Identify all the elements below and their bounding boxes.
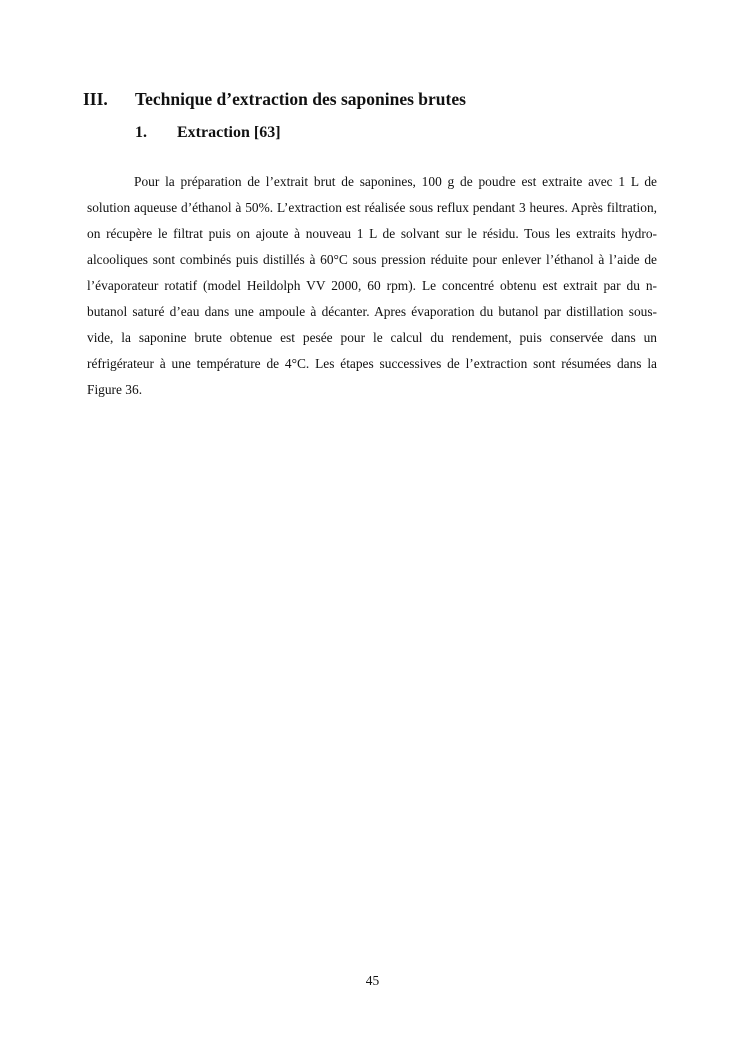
subsection-heading bbox=[135, 124, 281, 142]
section-number: III. bbox=[83, 89, 108, 109]
page-number: 45 bbox=[365, 973, 380, 988]
subsection-number: 1. bbox=[135, 124, 147, 141]
body-paragraph: Pour la préparation de l’extrait brut de saponines, 100 g de poudre est extraite avec 1 L de solution aqueuse d’éthanol à 50%. L’extraction est réalisée sous reflux pendant 3 heures. Après filtration, on récupère le filtrat puis on ajoute à nouveau 1 L de solvant sur le résidu. Tous les extraits hydro-alcooliques sont combinés puis distillés à 60°C sous pression réduite pour enlever l’éthanol à l’aide de l’évaporateur rotatif (model Heildolph VV 2000, 60 rpm). Le concentré obtenu est extrait par du n-butanol saturé d’eau dans une ampoule à décanter. Apres évaporation du butanol par distillation sous- vide, la saponine brute obtenue est pesée pour le calcul du rendement, puis conservée dans un réfrigérateur à une température de 4°C. Les étapes successives de l’extraction sont résumées dans la Figure 36. bbox=[87, 174, 657, 397]
section-title: Technique d’extraction des saponines brutes bbox=[135, 89, 466, 109]
section-heading bbox=[83, 89, 466, 110]
subsection-title: Extraction [63] bbox=[177, 124, 281, 141]
